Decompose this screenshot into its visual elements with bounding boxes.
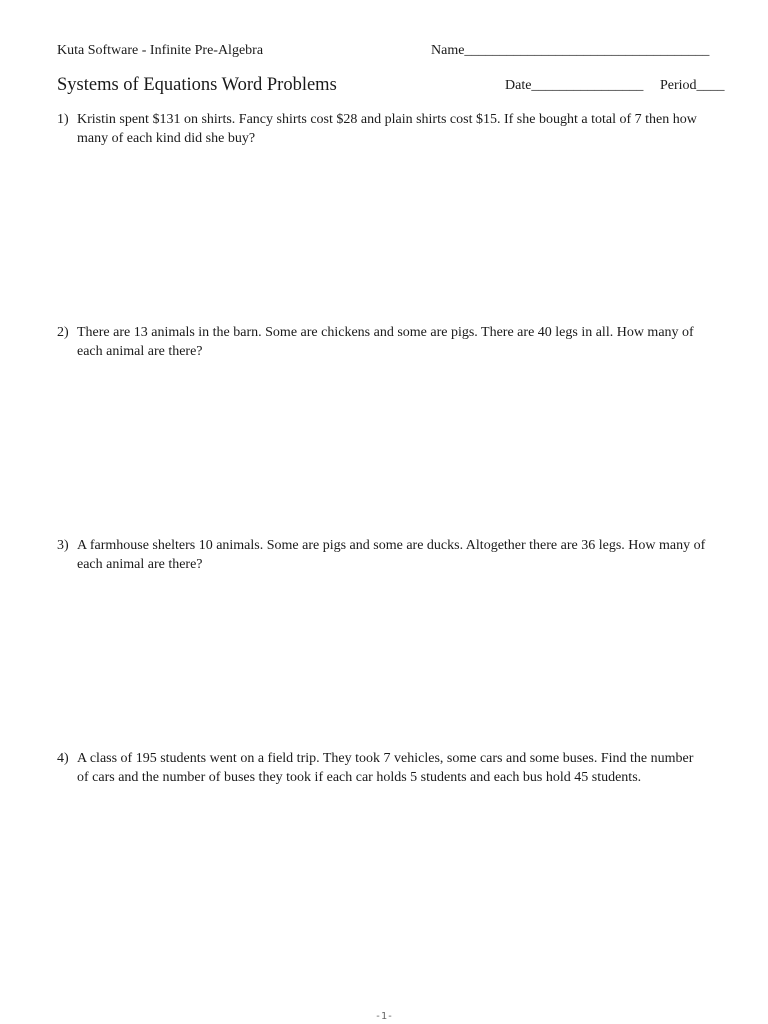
problem-number: 3) (57, 538, 69, 553)
problem-4 (57, 750, 707, 787)
problem-text: A class of 195 students went on a field trip. They took 7 vehicles, some cars and some buses. Find the number of cars and the number of buses they took if each car holds 5 students and each bus hold 45 students. (77, 751, 694, 785)
problem-2 (57, 324, 717, 361)
publisher-label: Kuta Software - Infinite Pre-Algebra (57, 43, 264, 58)
problem-text: A farmhouse shelters 10 animals. Some are pigs and some are ducks. Altogether there are 36 legs. How many of each animal are there? (77, 538, 706, 572)
problem-3 (57, 537, 717, 574)
problem-text: There are 13 animals in the barn. Some are chickens and some are pigs. There are 40 legs in all. How many of each animal are there? (77, 325, 694, 359)
problem-1 (57, 111, 717, 148)
date-field[interactable]: Date________________ (505, 78, 644, 93)
problem-number: 4) (57, 751, 69, 766)
problem-text: Kristin spent $131 on shirts. Fancy shirts cost $28 and plain shirts cost $15. If she bought a total of 7 then how many of each kind did she buy? (77, 112, 697, 146)
name-field[interactable]: Name___________________________________ (431, 43, 710, 58)
page-number: -1- (374, 1011, 394, 1022)
problem-number: 1) (57, 112, 69, 127)
worksheet-title: Systems of Equations Word Problems (57, 75, 337, 95)
period-field[interactable]: Period____ (660, 78, 725, 93)
problem-number: 2) (57, 325, 69, 340)
